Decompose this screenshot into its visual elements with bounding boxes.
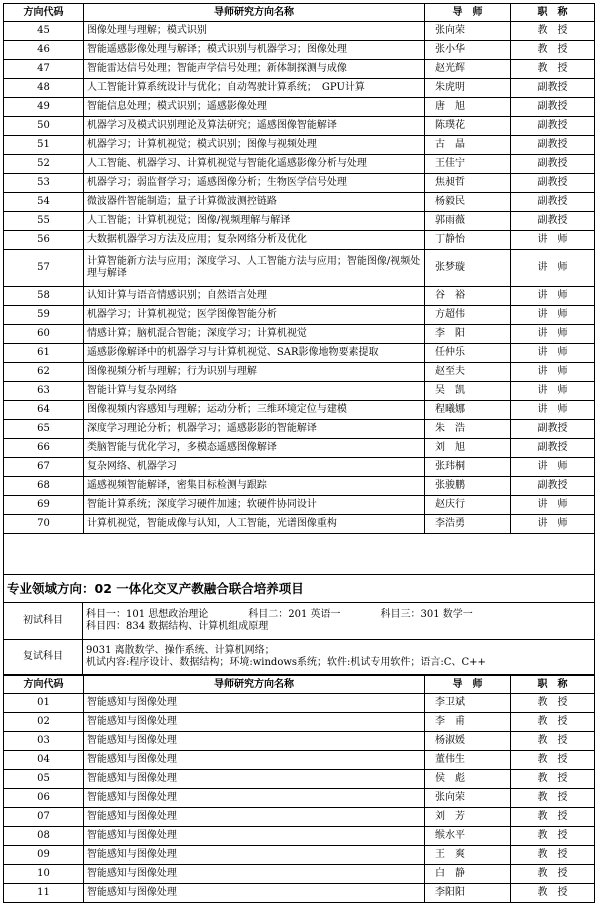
header-title: 职 称 — [510, 4, 594, 22]
cell-tutor: 谷 裕 — [424, 287, 510, 306]
table-row — [4, 306, 595, 325]
cell-research-direction: 遥感视频智能解译，密集目标检测与跟踪 — [83, 477, 424, 496]
cell-research-direction: 智能感知与图像处理 — [83, 713, 424, 732]
cell-title: 讲 师 — [510, 344, 594, 363]
cell-code: 68 — [4, 477, 84, 496]
table-header-row — [4, 4, 595, 22]
cell-title: 教 授 — [510, 22, 594, 41]
cell-title: 教 授 — [510, 865, 594, 884]
cell-code: 54 — [4, 193, 84, 212]
cell-title: 教 授 — [510, 884, 594, 903]
cell-title: 副教授 — [510, 439, 594, 458]
cell-title: 副教授 — [510, 79, 594, 98]
cell-title: 讲 师 — [510, 363, 594, 382]
table-row — [4, 79, 595, 98]
initial-exam-line1: 科目一：101 思想政治理论 科目二：201 英语一 科目三：301 数学一 — [86, 609, 473, 620]
cell-code: 56 — [4, 231, 84, 250]
cell-title: 讲 师 — [510, 306, 594, 325]
cell-tutor: 张小华 — [424, 41, 510, 60]
cell-research-direction: 智能遥感影像处理与解译；模式识别与机器学习；图像处理 — [83, 41, 424, 60]
table-row — [4, 117, 595, 136]
cell-code: 60 — [4, 325, 84, 344]
cell-research-direction: 智能感知与图像处理 — [83, 808, 424, 827]
cell-code: 49 — [4, 98, 84, 117]
cell-code: 01 — [4, 694, 84, 713]
cell-code: 47 — [4, 60, 84, 79]
cell-tutor: 任仲乐 — [424, 344, 510, 363]
cell-research-direction: 计算智能新方法与应用；深度学习、人工智能方法与应用；智能图像/视频处理与解译 — [83, 250, 424, 287]
cell-research-direction: 情感计算；脑机混合智能；深度学习；计算机视觉 — [83, 325, 424, 344]
cell-research-direction: 智能感知与图像处理 — [83, 846, 424, 865]
table-row — [4, 41, 595, 60]
cell-title: 教 授 — [510, 694, 594, 713]
table-row — [4, 287, 595, 306]
table-row — [4, 732, 595, 751]
cell-research-direction: 机器学习及模式识别理论及算法研究；遥感图像智能解译 — [83, 117, 424, 136]
cell-research-direction: 认知计算与语音情感识别；自然语言处理 — [83, 287, 424, 306]
cell-code: 69 — [4, 496, 84, 515]
cell-tutor: 丁静怡 — [424, 231, 510, 250]
cell-research-direction: 人工智能、机器学习、计算机视觉与智能化遥感影像分析与处理 — [83, 155, 424, 174]
cell-title: 教 授 — [510, 41, 594, 60]
cell-tutor: 王 爽 — [424, 846, 510, 865]
table-row — [4, 382, 595, 401]
cell-code: 50 — [4, 117, 84, 136]
cell-title: 副教授 — [510, 477, 594, 496]
cell-tutor: 郭雨薇 — [424, 212, 510, 231]
table-row — [4, 439, 595, 458]
cell-tutor: 李浩勇 — [424, 515, 510, 534]
cell-title: 讲 师 — [510, 325, 594, 344]
cell-tutor: 赵庆行 — [424, 496, 510, 515]
cell-code: 61 — [4, 344, 84, 363]
cell-title: 讲 师 — [510, 401, 594, 420]
cell-title: 讲 师 — [510, 458, 594, 477]
cell-code: 07 — [4, 808, 84, 827]
cell-code: 46 — [4, 41, 84, 60]
cell-research-direction: 大数据机器学习方法及应用；复杂网络分析及优化 — [83, 231, 424, 250]
initial-exam-content — [83, 603, 595, 640]
table-row — [4, 174, 595, 193]
cell-tutor: 李阳阳 — [424, 884, 510, 903]
cell-research-direction: 人工智能；计算机视觉；图像/视频理解与解译 — [83, 212, 424, 231]
table-row — [4, 865, 595, 884]
cell-tutor: 白 静 — [424, 865, 510, 884]
table-row — [4, 846, 595, 865]
cell-code: 11 — [4, 884, 84, 903]
cell-title: 副教授 — [510, 117, 594, 136]
table-row — [4, 98, 595, 117]
cell-research-direction: 智能感知与图像处理 — [83, 884, 424, 903]
cell-research-direction: 微波器件智能制造；量子计算微波测控链路 — [83, 193, 424, 212]
header-name: 导师研究方向名称 — [83, 4, 424, 22]
cell-code: 51 — [4, 136, 84, 155]
cell-research-direction: 人工智能计算系统设计与优化；自动驾驶计算系统； GPU计算 — [83, 79, 424, 98]
table-row — [4, 808, 595, 827]
cell-tutor: 张骏鹏 — [424, 477, 510, 496]
cell-code: 45 — [4, 22, 84, 41]
cell-tutor: 侯 彪 — [424, 770, 510, 789]
cell-code: 53 — [4, 174, 84, 193]
cell-research-direction: 智能计算与复杂网络 — [83, 382, 424, 401]
cell-code: 64 — [4, 401, 84, 420]
header-code: 方向代码 — [4, 676, 84, 694]
table-row — [4, 212, 595, 231]
cell-research-direction: 智能感知与图像处理 — [83, 789, 424, 808]
blank-spacer — [3, 534, 595, 575]
cell-code: 09 — [4, 846, 84, 865]
header-tutor: 导 师 — [424, 676, 510, 694]
cell-code: 70 — [4, 515, 84, 534]
table-header-row — [4, 676, 595, 694]
cell-title: 教 授 — [510, 789, 594, 808]
cell-tutor: 唐 旭 — [424, 98, 510, 117]
cell-code: 52 — [4, 155, 84, 174]
cell-research-direction: 机器学习；弱监督学习；遥感图像分析；生物医学信号处理 — [83, 174, 424, 193]
cell-title: 讲 师 — [510, 382, 594, 401]
cell-tutor: 王佳宁 — [424, 155, 510, 174]
cell-title: 副教授 — [510, 155, 594, 174]
cell-tutor: 张向荣 — [424, 789, 510, 808]
cell-tutor: 赵至夫 — [424, 363, 510, 382]
table-row — [4, 770, 595, 789]
cell-research-direction: 机器学习；计算机视觉；医学图像智能分析 — [83, 306, 424, 325]
retest-exam-label: 复试科目 — [4, 640, 83, 675]
cell-research-direction: 智能计算系统；深度学习硬件加速；软硬件协同设计 — [83, 496, 424, 515]
header-code: 方向代码 — [4, 4, 84, 22]
table-row — [4, 884, 595, 903]
cell-title: 副教授 — [510, 98, 594, 117]
header-title: 职 称 — [510, 676, 594, 694]
document-page — [3, 3, 595, 903]
cell-research-direction: 图像处理与理解；模式识别 — [83, 22, 424, 41]
tutor-table-1 — [3, 3, 595, 534]
cell-tutor: 方超伟 — [424, 306, 510, 325]
cell-research-direction: 智能感知与图像处理 — [83, 751, 424, 770]
table-row — [4, 325, 595, 344]
cell-title: 副教授 — [510, 420, 594, 439]
retest-exam-line2: 机试内容:程序设计、数据结构；环境:windows系统；软件:机试专用软件；语言:C、C++ — [86, 657, 486, 668]
table-row — [4, 694, 595, 713]
cell-title: 教 授 — [510, 732, 594, 751]
cell-research-direction: 智能信息处理；模式识别；遥感影像处理 — [83, 98, 424, 117]
cell-code: 03 — [4, 732, 84, 751]
cell-research-direction: 智能感知与图像处理 — [83, 732, 424, 751]
cell-tutor: 古 晶 — [424, 136, 510, 155]
cell-research-direction: 复杂网络、机器学习 — [83, 458, 424, 477]
cell-tutor: 李 阳 — [424, 325, 510, 344]
cell-tutor: 刘 旭 — [424, 439, 510, 458]
cell-research-direction: 图像视频内容感知与理解；运动分析；三维环境定位与建模 — [83, 401, 424, 420]
cell-code: 62 — [4, 363, 84, 382]
cell-title: 副教授 — [510, 174, 594, 193]
cell-title: 讲 师 — [510, 231, 594, 250]
cell-title: 教 授 — [510, 770, 594, 789]
cell-code: 65 — [4, 420, 84, 439]
cell-research-direction: 类脑智能与优化学习，多模态遥感图像解译 — [83, 439, 424, 458]
table-row — [4, 155, 595, 174]
cell-title: 教 授 — [510, 808, 594, 827]
cell-research-direction: 智能感知与图像处理 — [83, 770, 424, 789]
cell-code: 04 — [4, 751, 84, 770]
cell-research-direction: 计算机视觉，智能成像与认知，人工智能，光谱图像重构 — [83, 515, 424, 534]
table-row — [4, 250, 595, 287]
cell-tutor: 张向荣 — [424, 22, 510, 41]
cell-title: 副教授 — [510, 212, 594, 231]
cell-tutor: 缑水平 — [424, 827, 510, 846]
table-row — [4, 496, 595, 515]
cell-title: 讲 师 — [510, 515, 594, 534]
cell-code: 59 — [4, 306, 84, 325]
cell-title: 讲 师 — [510, 250, 594, 287]
cell-code: 48 — [4, 79, 84, 98]
tutor-table-2 — [3, 675, 595, 903]
table-row — [4, 231, 595, 250]
exam-table — [3, 602, 595, 675]
table-row — [4, 713, 595, 732]
table-row — [4, 515, 595, 534]
cell-code: 58 — [4, 287, 84, 306]
cell-tutor: 陈璞花 — [424, 117, 510, 136]
table-row — [4, 420, 595, 439]
cell-code: 66 — [4, 439, 84, 458]
cell-code: 06 — [4, 789, 84, 808]
cell-tutor: 朱虎明 — [424, 79, 510, 98]
table-row — [4, 60, 595, 79]
table-row — [4, 458, 595, 477]
cell-tutor: 杨毅民 — [424, 193, 510, 212]
table-row — [4, 22, 595, 41]
cell-code: 67 — [4, 458, 84, 477]
cell-title: 教 授 — [510, 846, 594, 865]
header-tutor: 导 师 — [424, 4, 510, 22]
cell-title: 副教授 — [510, 193, 594, 212]
retest-exam-line1: 9031 离散数学、操作系统、计算机网络； — [86, 645, 275, 656]
cell-tutor: 刘 芳 — [424, 808, 510, 827]
initial-exam-label: 初试科目 — [4, 603, 83, 640]
cell-tutor: 吴 凯 — [424, 382, 510, 401]
cell-research-direction: 智能感知与图像处理 — [83, 827, 424, 846]
cell-code: 05 — [4, 770, 84, 789]
cell-tutor: 张梦璇 — [424, 250, 510, 287]
cell-code: 08 — [4, 827, 84, 846]
cell-research-direction: 机器学习；计算机视觉；模式识别；图像与视频处理 — [83, 136, 424, 155]
table-row — [4, 363, 595, 382]
cell-tutor: 焦昶哲 — [424, 174, 510, 193]
cell-tutor: 李卫斌 — [424, 694, 510, 713]
cell-title: 教 授 — [510, 60, 594, 79]
table-row — [4, 827, 595, 846]
cell-tutor: 程曦娜 — [424, 401, 510, 420]
section-title: 专业领域方向：02 一体化交叉产教融合联合培养项目 — [3, 575, 595, 602]
table-row — [4, 477, 595, 496]
header-name: 导师研究方向名称 — [83, 676, 424, 694]
cell-tutor: 赵光辉 — [424, 60, 510, 79]
cell-research-direction: 智能感知与图像处理 — [83, 694, 424, 713]
cell-title: 教 授 — [510, 827, 594, 846]
table-row — [4, 136, 595, 155]
blank-row — [4, 534, 595, 575]
initial-exam-line2: 科目四：834 数据结构、计算机组成原理 — [86, 621, 269, 632]
cell-research-direction: 深度学习理论分析；机器学习；遥感影影的智能解译 — [83, 420, 424, 439]
table-row — [4, 344, 595, 363]
cell-title: 讲 师 — [510, 287, 594, 306]
cell-code: 63 — [4, 382, 84, 401]
table-row — [4, 789, 595, 808]
cell-title: 讲 师 — [510, 496, 594, 515]
cell-title: 教 授 — [510, 751, 594, 770]
cell-tutor: 杨淑媛 — [424, 732, 510, 751]
table-row — [4, 193, 595, 212]
cell-tutor: 李 甫 — [424, 713, 510, 732]
retest-exam-content — [83, 640, 595, 675]
cell-tutor: 董伟生 — [424, 751, 510, 770]
cell-code: 10 — [4, 865, 84, 884]
table-row — [4, 401, 595, 420]
cell-title: 副教授 — [510, 136, 594, 155]
cell-title: 教 授 — [510, 713, 594, 732]
cell-code: 02 — [4, 713, 84, 732]
cell-research-direction: 智能雷达信号处理；智能声学信号处理；新体制探测与成像 — [83, 60, 424, 79]
cell-code: 55 — [4, 212, 84, 231]
cell-code: 57 — [4, 250, 84, 287]
cell-research-direction: 智能感知与图像处理 — [83, 865, 424, 884]
table-row — [4, 751, 595, 770]
cell-research-direction: 遥感影像解译中的机器学习与计算机视觉、SAR影像地物要素提取 — [83, 344, 424, 363]
cell-tutor: 朱 浩 — [424, 420, 510, 439]
cell-tutor: 张玮桐 — [424, 458, 510, 477]
cell-research-direction: 图像视频分析与理解；行为识别与理解 — [83, 363, 424, 382]
